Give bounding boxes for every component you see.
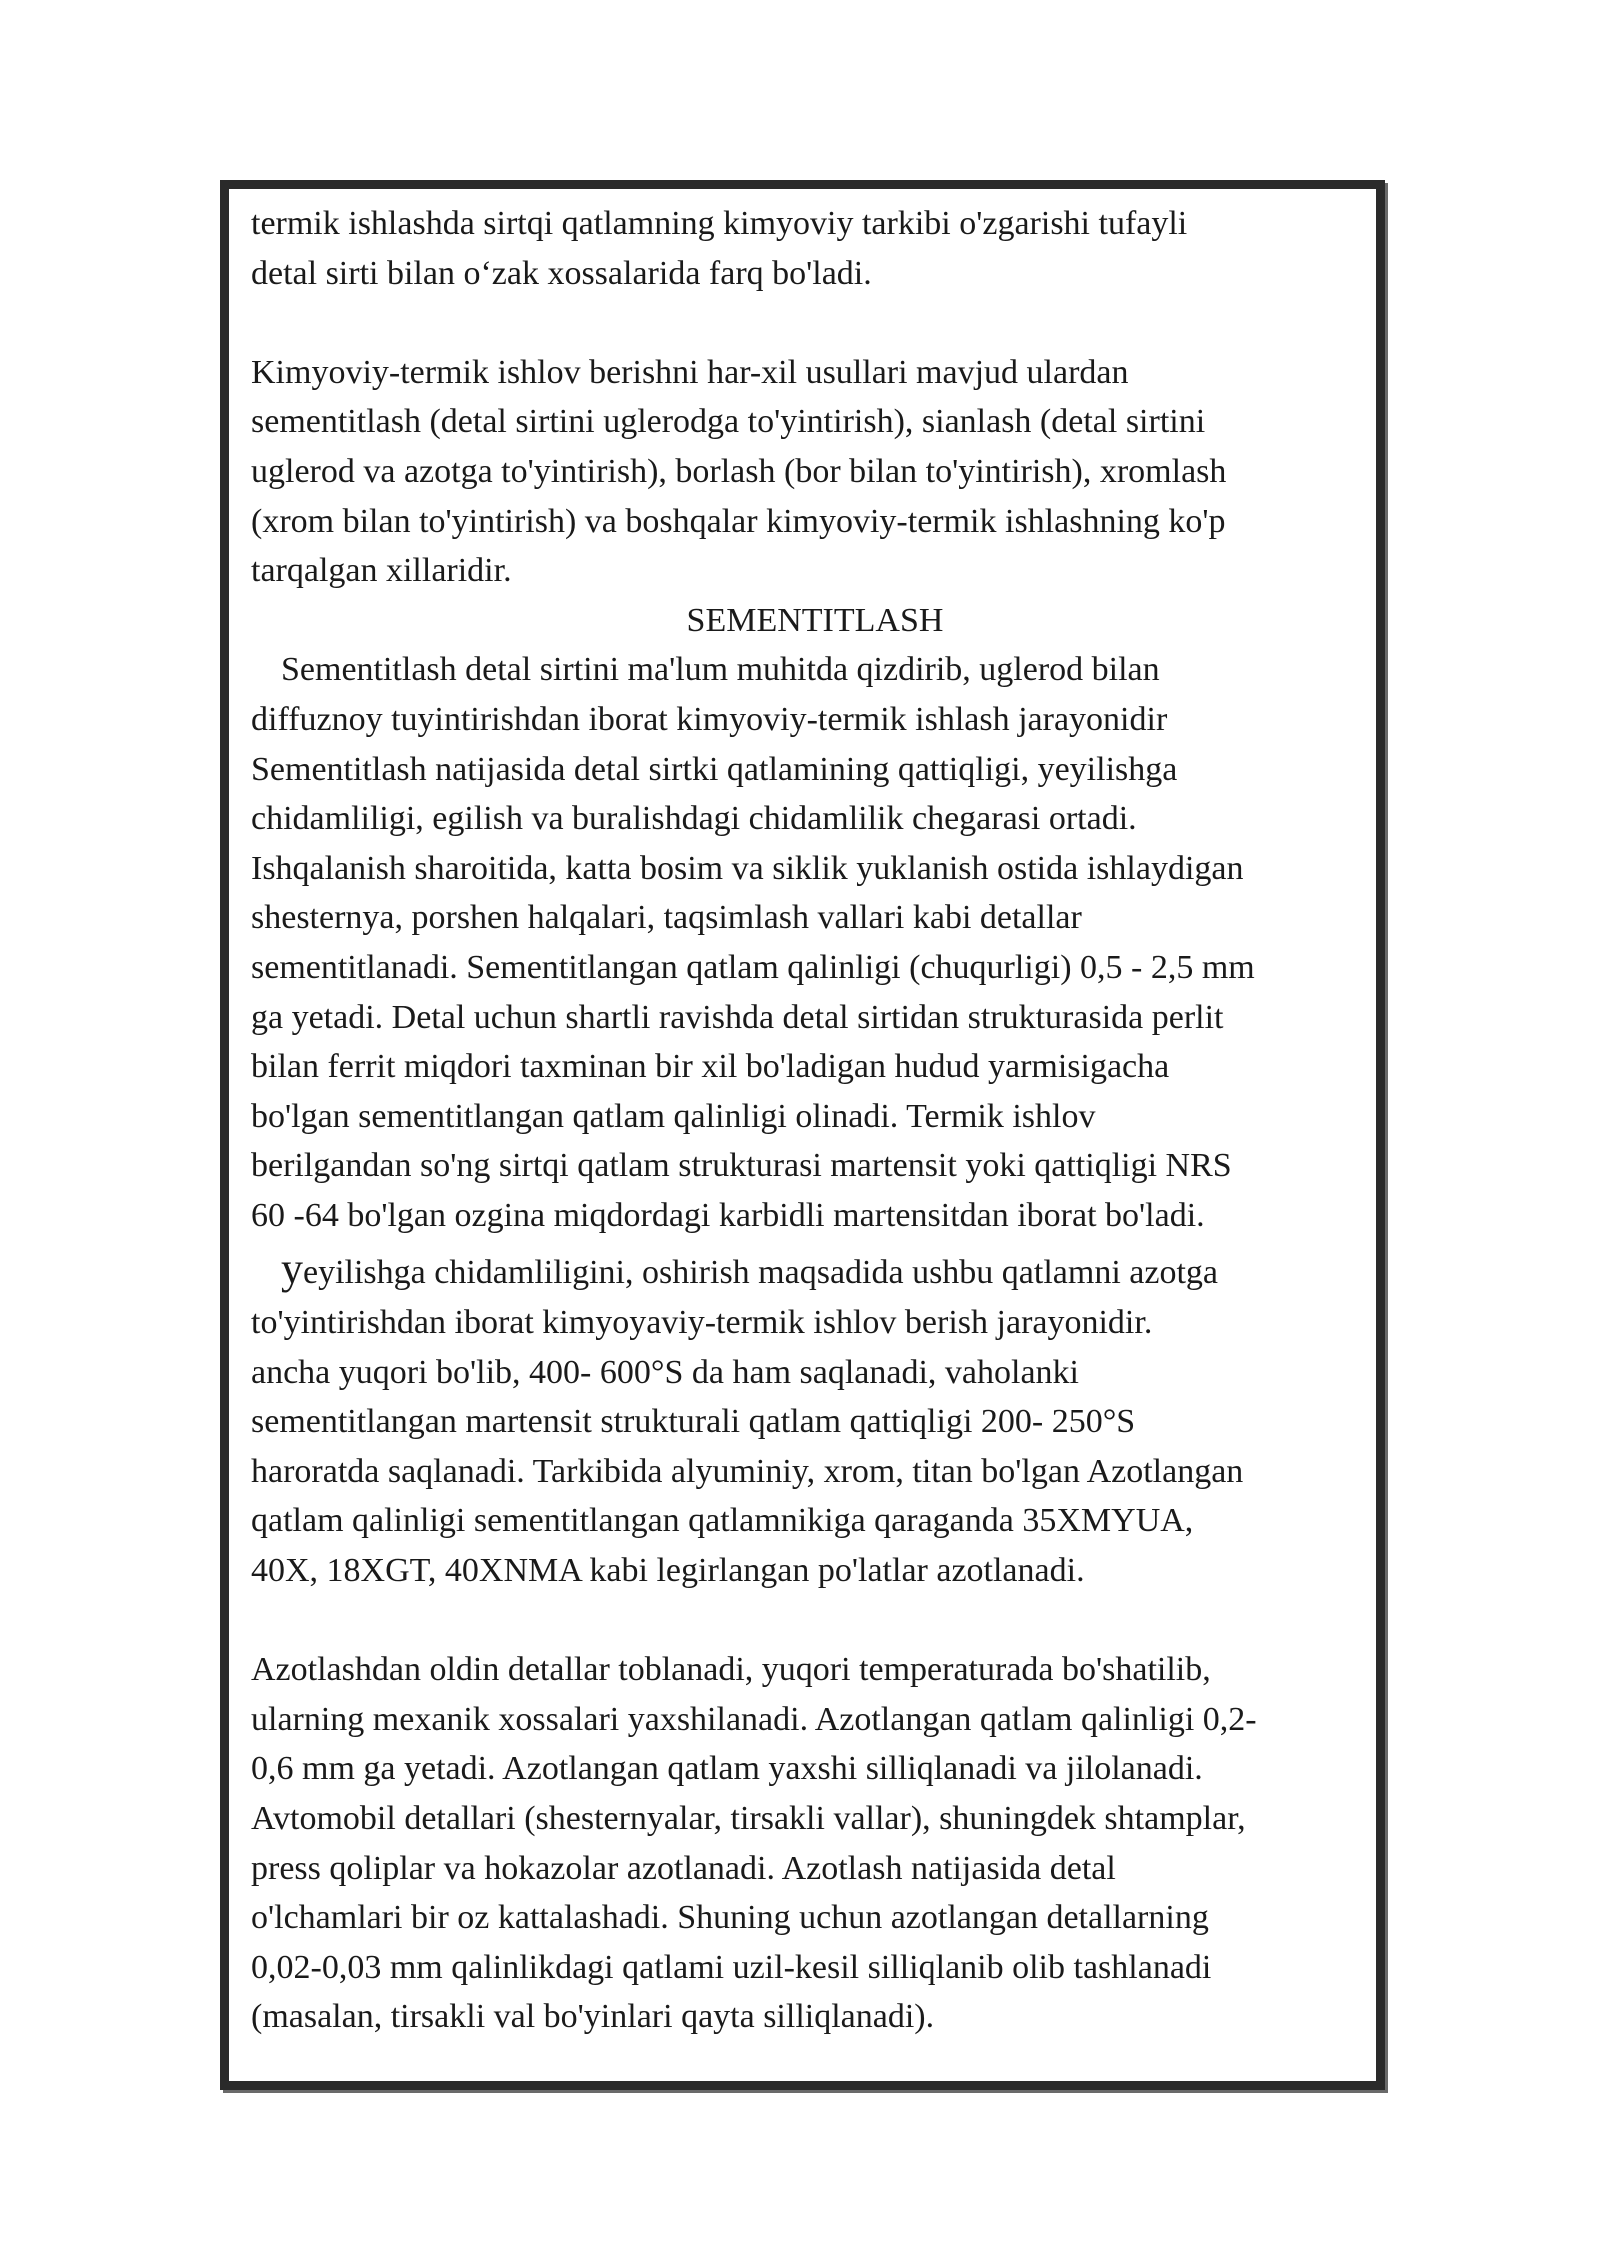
text-line: tarqalgan xillaridir. [251, 552, 512, 590]
text-line: ga yetadi. Detal uchun shartli ravishda detal sirtidan strukturasida perlit [251, 998, 1224, 1036]
text-line: uglerod va azotga to'yintirish), borlash (bor bilan to'yintirish), xromlash [251, 452, 1227, 490]
text-line: (xrom bilan to'yintirish) va boshqalar kimyoviy-termik ishlashning ko'p [251, 502, 1226, 540]
text-line: o'lchamlari bir oz kattalashadi. Shuning uchun azotlangan detallarning [251, 1899, 1209, 1937]
paragraph-spacer [251, 1240, 1379, 1248]
text-line: berilgandan so'ng sirtqi qatlam strukturasi martensit yoki qattiqligi NRS [251, 1147, 1232, 1185]
text-line: sementitlangan martensit strukturali qatlam qattiqligi 200- 250°S [251, 1403, 1136, 1441]
text-line: detal sirti bilan o‘zak xossalarida farq bo'ladi. [251, 254, 872, 292]
text-line: bilan ferrit miqdori taxminan bir xil bo'ladigan hudud yarmisigacha [251, 1048, 1170, 1086]
paragraph-2 [251, 348, 1379, 596]
text-line: 60 -64 bo'lgan ozgina miqdordagi karbidli martensitdan iborat bo'ladi. [251, 1196, 1205, 1234]
document-body [251, 199, 1379, 2042]
text-line: termik ishlashda sirtqi qatlamning kimyoviy tarkibi o'zgarishi tufayli [251, 205, 1188, 242]
paragraph-3 [251, 645, 1379, 1240]
section-heading: SEMENTITLASH [686, 601, 944, 639]
text-line: 40X, 18XGT, 40XNMA kabi legirlangan po'latlar azotlanadi. [251, 1552, 1085, 1590]
text-line: 0,6 mm ga yetadi. Azotlangan qatlam yaxshi silliqlanadi va jilolanadi. [251, 1750, 1203, 1788]
text-line: haroratda saqlanadi. Tarkibida alyuminiy, xrom, titan bo'lgan Azotlangan [251, 1452, 1244, 1490]
text-line: ancha yuqori bo'lib, 400- 600°S da ham saqlanadi, vaholanki [251, 1353, 1079, 1391]
text-line: press qoliplar va hokazolar azotlanadi. Azotlash natijasida detal [251, 1849, 1116, 1887]
text-line: to'yintirishdan iborat kimyoyaviy-termik ishlov berish jarayonidir. [251, 1304, 1153, 1342]
initial-letter: y [281, 1244, 303, 1294]
text-line: Kimyoviy-termik ishlov berishni har-xil usullari mavjud ulardan [251, 353, 1129, 391]
text-line: qatlam qalinligi sementitlangan qatlamnikiga qaraganda 35XMYUA, [251, 1502, 1194, 1540]
text-line: (masalan, tirsakli val bo'yinlari qayta silliqlanadi). [251, 1998, 935, 2036]
text-line: Sementitlash detal sirtini ma'lum muhitda qizdirib, uglerod bilan [281, 651, 1160, 689]
text-line: diffuznoy tuyintirishdan iborat kimyoviy-termik ishlash jarayonidir [251, 700, 1168, 738]
paragraph-spacer [251, 1596, 1379, 1646]
text-line: sementitlash (detal sirtini uglerodga to'yintirish), sianlash (detal sirtini [251, 403, 1206, 441]
text-line: Ishqalanish sharoitida, katta bosim va siklik yuklanish ostida ishlaydigan [251, 849, 1244, 887]
paragraph-4 [251, 1244, 1379, 1595]
text-line-rest: eyilishga chidamliligini, oshirish maqsadida ushbu qatlamni azotga [303, 1254, 1218, 1292]
paragraph-5 [251, 1645, 1379, 2042]
paragraph-1 [251, 199, 1379, 298]
text-line: sementitlanadi. Sementitlangan qatlam qalinligi (chuqurligi) 0,5 - 2,5 mm [251, 948, 1255, 986]
text-line [251, 1244, 1379, 1298]
text-line: Sementitlash natijasida detal sirtki qatlamining qattiqligi, yeyilishga [251, 750, 1178, 788]
text-line: bo'lgan sementitlangan qatlam qalinligi olinadi. Termik ishlov [251, 1097, 1096, 1135]
text-line: chidamliligi, egilish va buralishdagi chidamlilik chegarasi ortadi. [251, 800, 1137, 838]
text-line: Azotlashdan oldin detallar toblanadi, yuqori temperaturada bo'shatilib, [251, 1651, 1211, 1689]
paragraph-spacer [251, 298, 1379, 348]
text-line: shesternya, porshen halqalari, taqsimlash vallari kabi detallar [251, 899, 1082, 937]
text-line: Avtomobil detallari (shesternyalar, tirsakli vallar), shuningdek shtamplar, [251, 1800, 1246, 1837]
text-line: ularning mexanik xossalari yaxshilanadi. Azotlangan qatlam qalinligi 0,2- [251, 1700, 1257, 1738]
text-line: 0,02-0,03 mm qalinlikdagi qatlami uzil-kesil silliqlanib olib tashlanadi [251, 1948, 1212, 1986]
document-frame [220, 180, 1385, 2090]
